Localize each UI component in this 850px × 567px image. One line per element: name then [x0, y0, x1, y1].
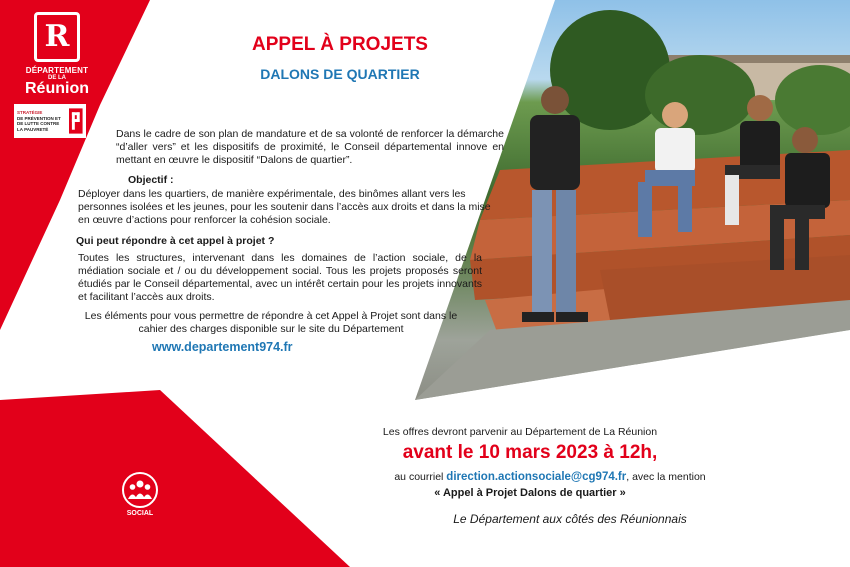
- logo-line1: DÉPARTEMENT: [25, 66, 89, 75]
- strategy-badge: [14, 104, 86, 138]
- qui-paragraph: Toutes les structures, intervenant dans les domaines de l’action sociale, de la médiation sociale et / ou du développement social. Tous les projets proposés seront étudiés par le Conseil départemental, avec un intérêt certain pour les projets innovants et facilitant l’accès aux droits.: [78, 252, 482, 303]
- strategy-text: STRATÉGIE DE PRÉVENTION ET DE LUTTE CONTRE LA PAUVRETÉ: [17, 110, 61, 132]
- signature-text: Le Département aux côtés des Réunionnais: [453, 512, 687, 526]
- intro-paragraph: Dans le cadre de son plan de mandature et de sa volonté de renforcer la démarche “d’aller vers” et les dispositifs de proximité, le Conseil départemental innove en mettant en œuvre le dispositif “Dalons de quartier”.: [116, 128, 504, 166]
- mail-prefix: au courriel: [394, 471, 444, 483]
- mention-text: « Appel à Projet Dalons de quartier »: [434, 487, 626, 499]
- social-label: SOCIAL: [126, 510, 154, 517]
- mail-line: [330, 471, 770, 483]
- offers-text: Les offres devront parvenir au Département de La Réunion: [382, 426, 658, 438]
- qui-heading: Qui peut répondre à cet appel à projet ?: [76, 235, 275, 247]
- mail-suffix: , avec la mention: [626, 471, 706, 483]
- email-link[interactable]: direction.actionsociale@cg974.fr: [446, 471, 627, 483]
- website-link[interactable]: www.departement974.fr: [152, 340, 293, 354]
- red-p-logo-icon: [69, 108, 83, 134]
- departement-logo: [14, 12, 100, 97]
- website-link-wrapper: [140, 340, 490, 354]
- page-subtitle: DALONS DE QUARTIER: [260, 66, 420, 82]
- objectif-paragraph: Déployer dans les quartiers, de manière expérimentale, des binômes allant vers les personnes isolées et les jeunes, pour les soutenir dans l’accès aux droits et dans la mise en œuvre d’actions pour renforcer la cohésion sociale.: [78, 188, 491, 226]
- reunion-r-logo-icon: R: [34, 12, 80, 62]
- deadline-text: avant le 10 mars 2023 à 12h,: [402, 442, 658, 463]
- logo-line3: Réunion: [25, 80, 89, 97]
- elements-paragraph: Les éléments pour vous permettre de répondre à cet Appel à Projet sont dans le cahier des charges disponible sur le site du Département: [84, 310, 458, 335]
- family-social-icon: [122, 472, 158, 508]
- social-badge: [118, 472, 162, 517]
- bottom-left-red-shape: [0, 390, 350, 567]
- page-title: APPEL À PROJETS: [252, 34, 428, 55]
- objectif-heading: Objectif :: [128, 174, 174, 186]
- logo-line2: DE LA: [48, 75, 66, 81]
